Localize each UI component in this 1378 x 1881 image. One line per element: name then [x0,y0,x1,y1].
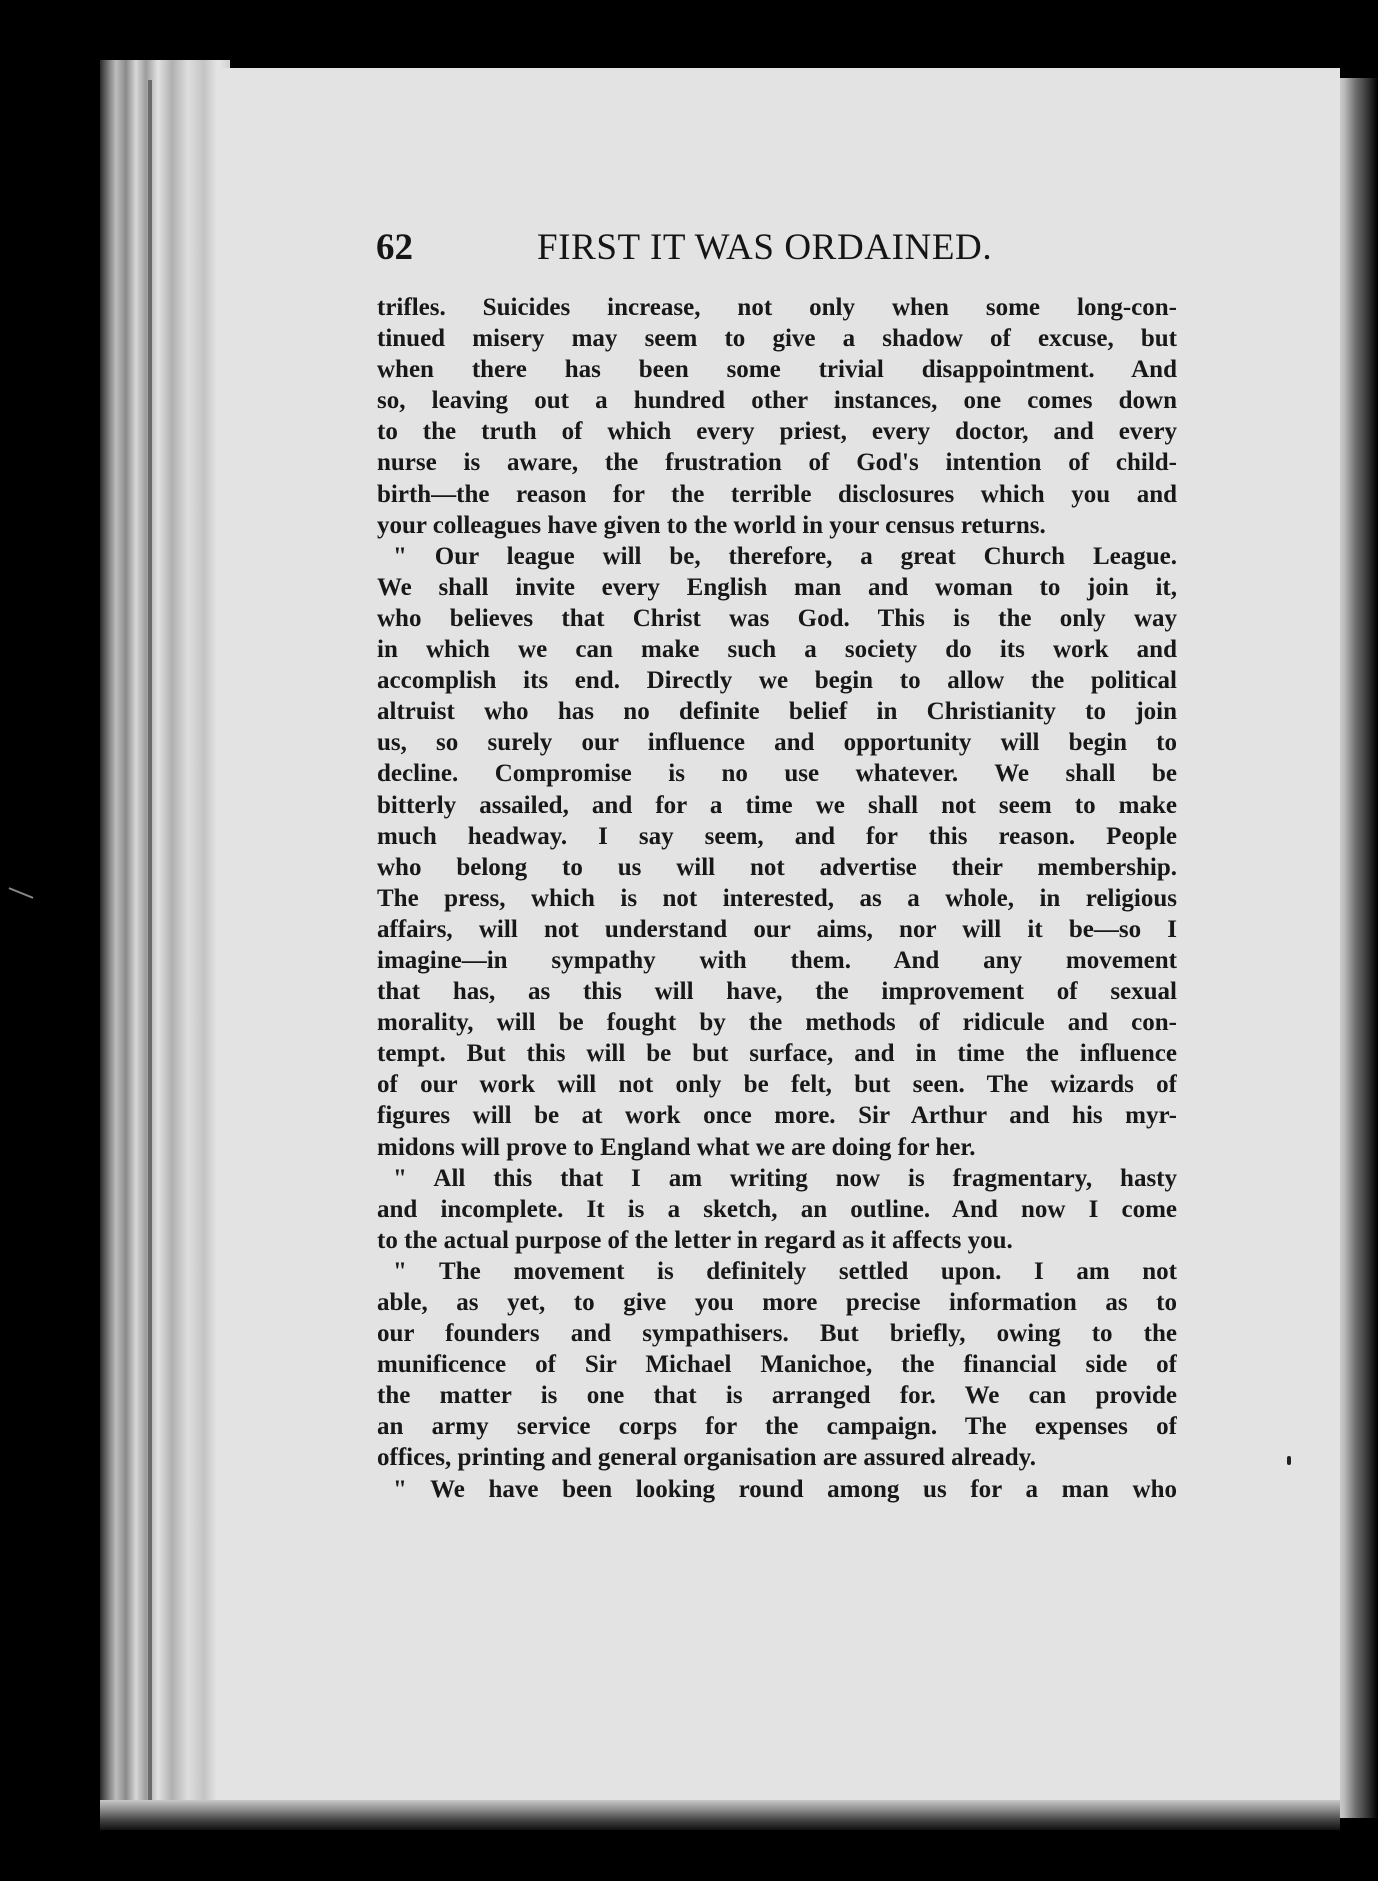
text-line: " The movement is definitely settled upon. I am not [393,1257,1177,1285]
text-line: to the truth of which every priest, every doctor, and every [377,418,1177,446]
text-line: imagine—in sympathy with them. And any movement [377,946,1177,974]
text-line: affairs, will not understand our aims, nor will it be—so I [377,915,1177,943]
text-line: morality, will be fought by the methods of ridicule and con- [377,1009,1177,1037]
left-binding-edge [100,60,230,1820]
text-line: your colleagues have given to the world in your census returns. [377,511,1046,539]
text-line: to the actual purpose of the letter in regard as it affects you. [377,1226,1013,1254]
text-line: The press, which is not interested, as a whole, in religious [377,884,1177,912]
text-line: so, leaving out a hundred other instances, one comes down [377,387,1177,415]
text-line: " Our league will be, therefore, a great Church League. [393,542,1177,570]
text-line: decline. Compromise is no use whatever. We shall be [377,760,1177,788]
text-line: tempt. But this will be but surface, and in time the influence [377,1040,1177,1068]
page-number: 62 [376,227,413,268]
text-line: much headway. I say seem, and for this reason. People [377,822,1177,850]
text-line: bitterly assailed, and for a time we shall not seem to make [377,791,1177,819]
text-line: trifles. Suicides increase, not only when some long-con- [377,294,1177,321]
text-line: offices, printing and general organisation are assured already. [377,1444,1037,1472]
text-line: us, so surely our influence and opportunity will begin to [377,729,1177,757]
text-line: We shall invite every English man and woman to join it, [377,573,1177,601]
text-line: nurse is aware, the frustration of God's intention of child- [377,449,1177,477]
text-line: and incomplete. It is a sketch, an outline. And now I come [377,1195,1177,1223]
ink-mark [1287,1456,1291,1465]
text-line: the matter is one that is arranged for. We can provide [377,1382,1177,1410]
binding-gutter-line [148,80,152,1800]
bottom-page-edge [100,1800,1340,1830]
text-line: that has, as this will have, the improvement of sexual [377,978,1177,1006]
scan-speck [9,887,34,899]
text-line: who belong to us will not advertise their membership. [377,853,1177,881]
text-line: munificence of Sir Michael Manichoe, the financial side of [377,1351,1177,1379]
text-line: in which we can make such a society do its work and [377,636,1177,664]
text-line: accomplish its end. Directly we begin to allow the political [377,667,1177,695]
text-line: our founders and sympathisers. But briefly, owing to the [377,1320,1177,1348]
text-line: " All this that I am writing now is fragmentary, hasty [393,1164,1177,1192]
text-line: " We have been looking round among us for a man who [393,1475,1177,1503]
body-text [377,292,1177,1505]
text-line: of our work will not only be felt, but seen. The wizards of [377,1071,1177,1099]
text-line: midons will prove to England what we are doing for her. [377,1133,976,1161]
text-line: when there has been some trivial disappointment. And [377,356,1177,384]
text-line: who believes that Christ was God. This is the only way [377,604,1177,632]
text-line: able, as yet, to give you more precise information as to [377,1289,1177,1316]
text-line: figures will be at work once more. Sir Arthur and his myr- [377,1102,1177,1130]
text-line: an army service corps for the campaign. The expenses of [377,1413,1177,1441]
text-line: altruist who has no definite belief in Christianity to join [377,698,1177,726]
running-title: FIRST IT WAS ORDAINED. [537,227,993,268]
text-line: birth—the reason for the terrible disclosures which you and [377,480,1177,508]
text-line: tinued misery may seem to give a shadow of excuse, but [377,325,1177,353]
page-header [376,226,1176,272]
